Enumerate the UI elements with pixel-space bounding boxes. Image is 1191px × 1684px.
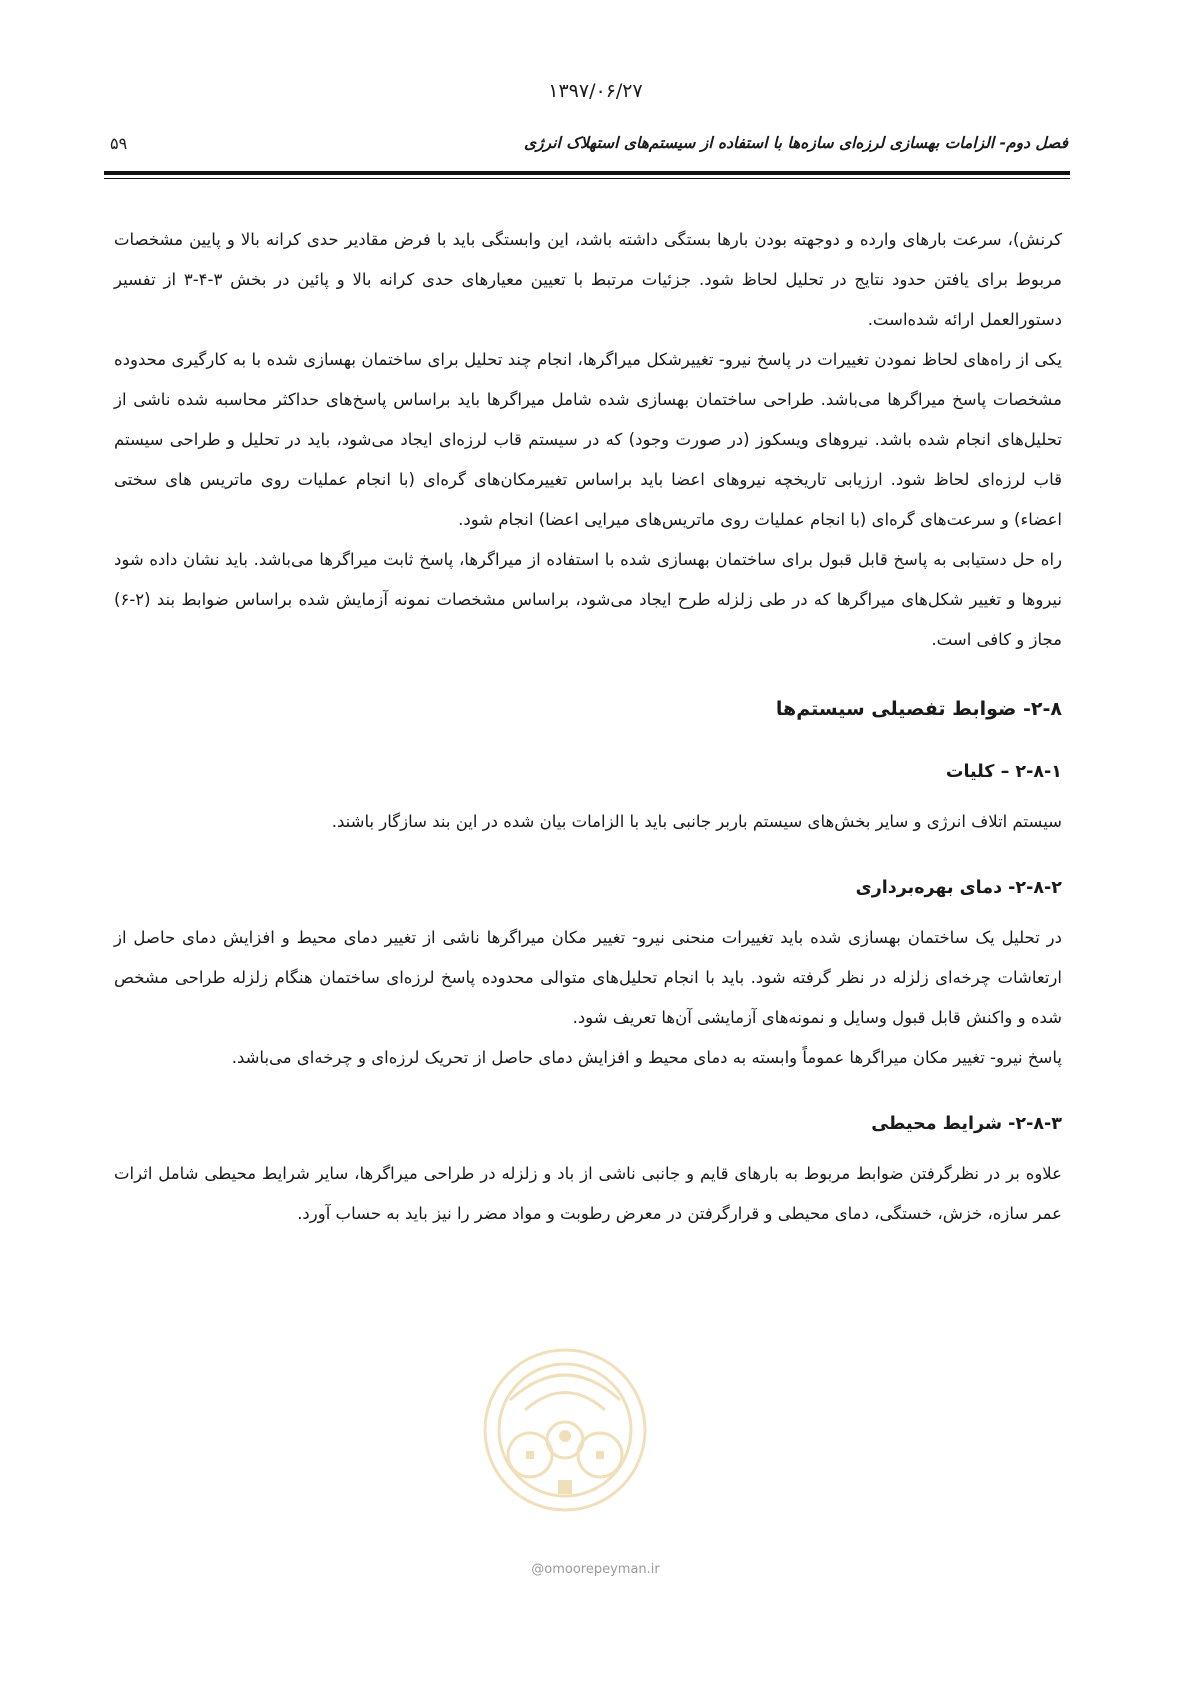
page-content: [114, 220, 1062, 1234]
paragraph: پاسخ نیرو- تغییر مکان میراگرها عموماً وابسته به دمای محیط و افزایش دمای حاصل از تحریک لرزه‌ای و چرخه‌ای می‌باشد.: [231, 1048, 1062, 1067]
header-rule: [104, 171, 1070, 175]
subsection-heading: ۲-۸-۳- شرایط محیطی: [871, 1114, 1062, 1134]
paragraph: در تحلیل یک ساختمان بهسازی شده باید تغییرات منحنی نیرو- تغییر مکان میراگرها ناشی از تغییر دمای محیط و افزایش دمای حاصل از ارتعاشات چرخه‌ای زلزله در نظر گرفته شود. باید با انجام تحلیل‌های متوالی محدوده پاسخ لرزه‌ای ساختمان هنگام زلزله طراحی مشخص شده و واکنش قابل قبول وسایل و نمونه‌های آزمایشی آن‌ها تعریف شود.: [114, 928, 1062, 1027]
page-date: ۱۳۹۷/۰۶/۲۷: [548, 80, 643, 102]
watermark-logo-icon: [470, 1330, 660, 1520]
page-number: ۵۹: [110, 133, 128, 153]
header-rule-thin: [104, 178, 1070, 179]
subsection-heading: ۲-۸-۱ – کلیات: [945, 762, 1062, 782]
chapter-title: فصل دوم- الزامات بهسازی لرزه‌ای سازه‌ها با استفاده از سیستم‌های استهلاک انرژی: [524, 134, 1068, 152]
running-header: [110, 128, 1068, 158]
paragraph: علاوه بر در نظرگرفتن ضوابط مربوط به بارهای قایم و جانبی ناشی از باد و زلزله در طراحی میراگرها، سایر شرایط محیطی شامل اثرات عمر سازه، خزش، خستگی، دمای محیطی و قرارگرفتن در معرض رطوبت و مواد مضر را نیز باید به حساب آورد.: [114, 1164, 1062, 1223]
paragraph: راه حل دستیابی به پاسخ قابل قبول برای ساختمان بهسازی شده با استفاده از میراگرها، پاسخ ثابت میراگرها می‌باشد. باید نشان داده شود نیروها و تغییر شکل‌های میراگرها که در طی زلزله طرح ایجاد می‌شود، براساس مشخصات نمونه آزمایش شده براساس ضوابط بند (۲-۶) مجاز و کافی است.: [114, 550, 1062, 649]
site-watermark-text: @omoorepeyman.ir: [531, 1562, 660, 1577]
paragraph: یکی از راه‌های لحاظ نمودن تغییرات در پاسخ نیرو- تغییرشکل میراگرها، انجام چند تحلیل برای ساختمان بهسازی شده با به کارگیری محدوده مشخصات پاسخ میراگرها می‌باشد. طراحی ساختمان بهسازی شده شامل میراگرها باید براساس پاسخ‌های حداکثر محاسبه شده ناشی از تحلیل‌های انجام شده باشد. نیروهای ویسکوز (در صورت وجود) که در سیستم قاب لرزه‌ای ایجاد می‌شود، باید در تحلیل و طراحی سیستم قاب لرزه‌ای لحاظ شود. ارزیابی تاریخچه نیروهای اعضا باید براساس تغییرمکان‌های گره‌ای (با انجام عملیات روی ماتریس های سختی اعضاء) و سرعت‌های گره‌ای (با انجام عملیات روی ماتریس‌های میرایی اعضا) انجام شود.: [114, 350, 1062, 529]
subsection-heading: ۲-۸-۲- دمای بهره‌برداری: [855, 878, 1062, 898]
section-heading: ۲-۸- ضوابط تفصیلی سیستم‌ها: [775, 698, 1062, 720]
paragraph: کرنش)، سرعت بارهای وارده و دوجهته بودن بارها بستگی داشته باشد، این وابستگی باید با فرض مقادیر حدی کرانه بالا و پایین مشخصات مربوط برای یافتن حدود نتایج در تحلیل لحاظ شود. جزئیات مرتبط با تعیین معیارهای حدی کرانه بالا و پائین در بخش ۳-۴-۳ از تفسیر دستورالعمل ارائه شده‌است.: [114, 230, 1062, 329]
paragraph: سیستم اتلاف انرژی و سایر بخش‌های سیستم باربر جانبی باید با الزامات بیان شده در این بند سازگار باشند.: [331, 812, 1062, 831]
